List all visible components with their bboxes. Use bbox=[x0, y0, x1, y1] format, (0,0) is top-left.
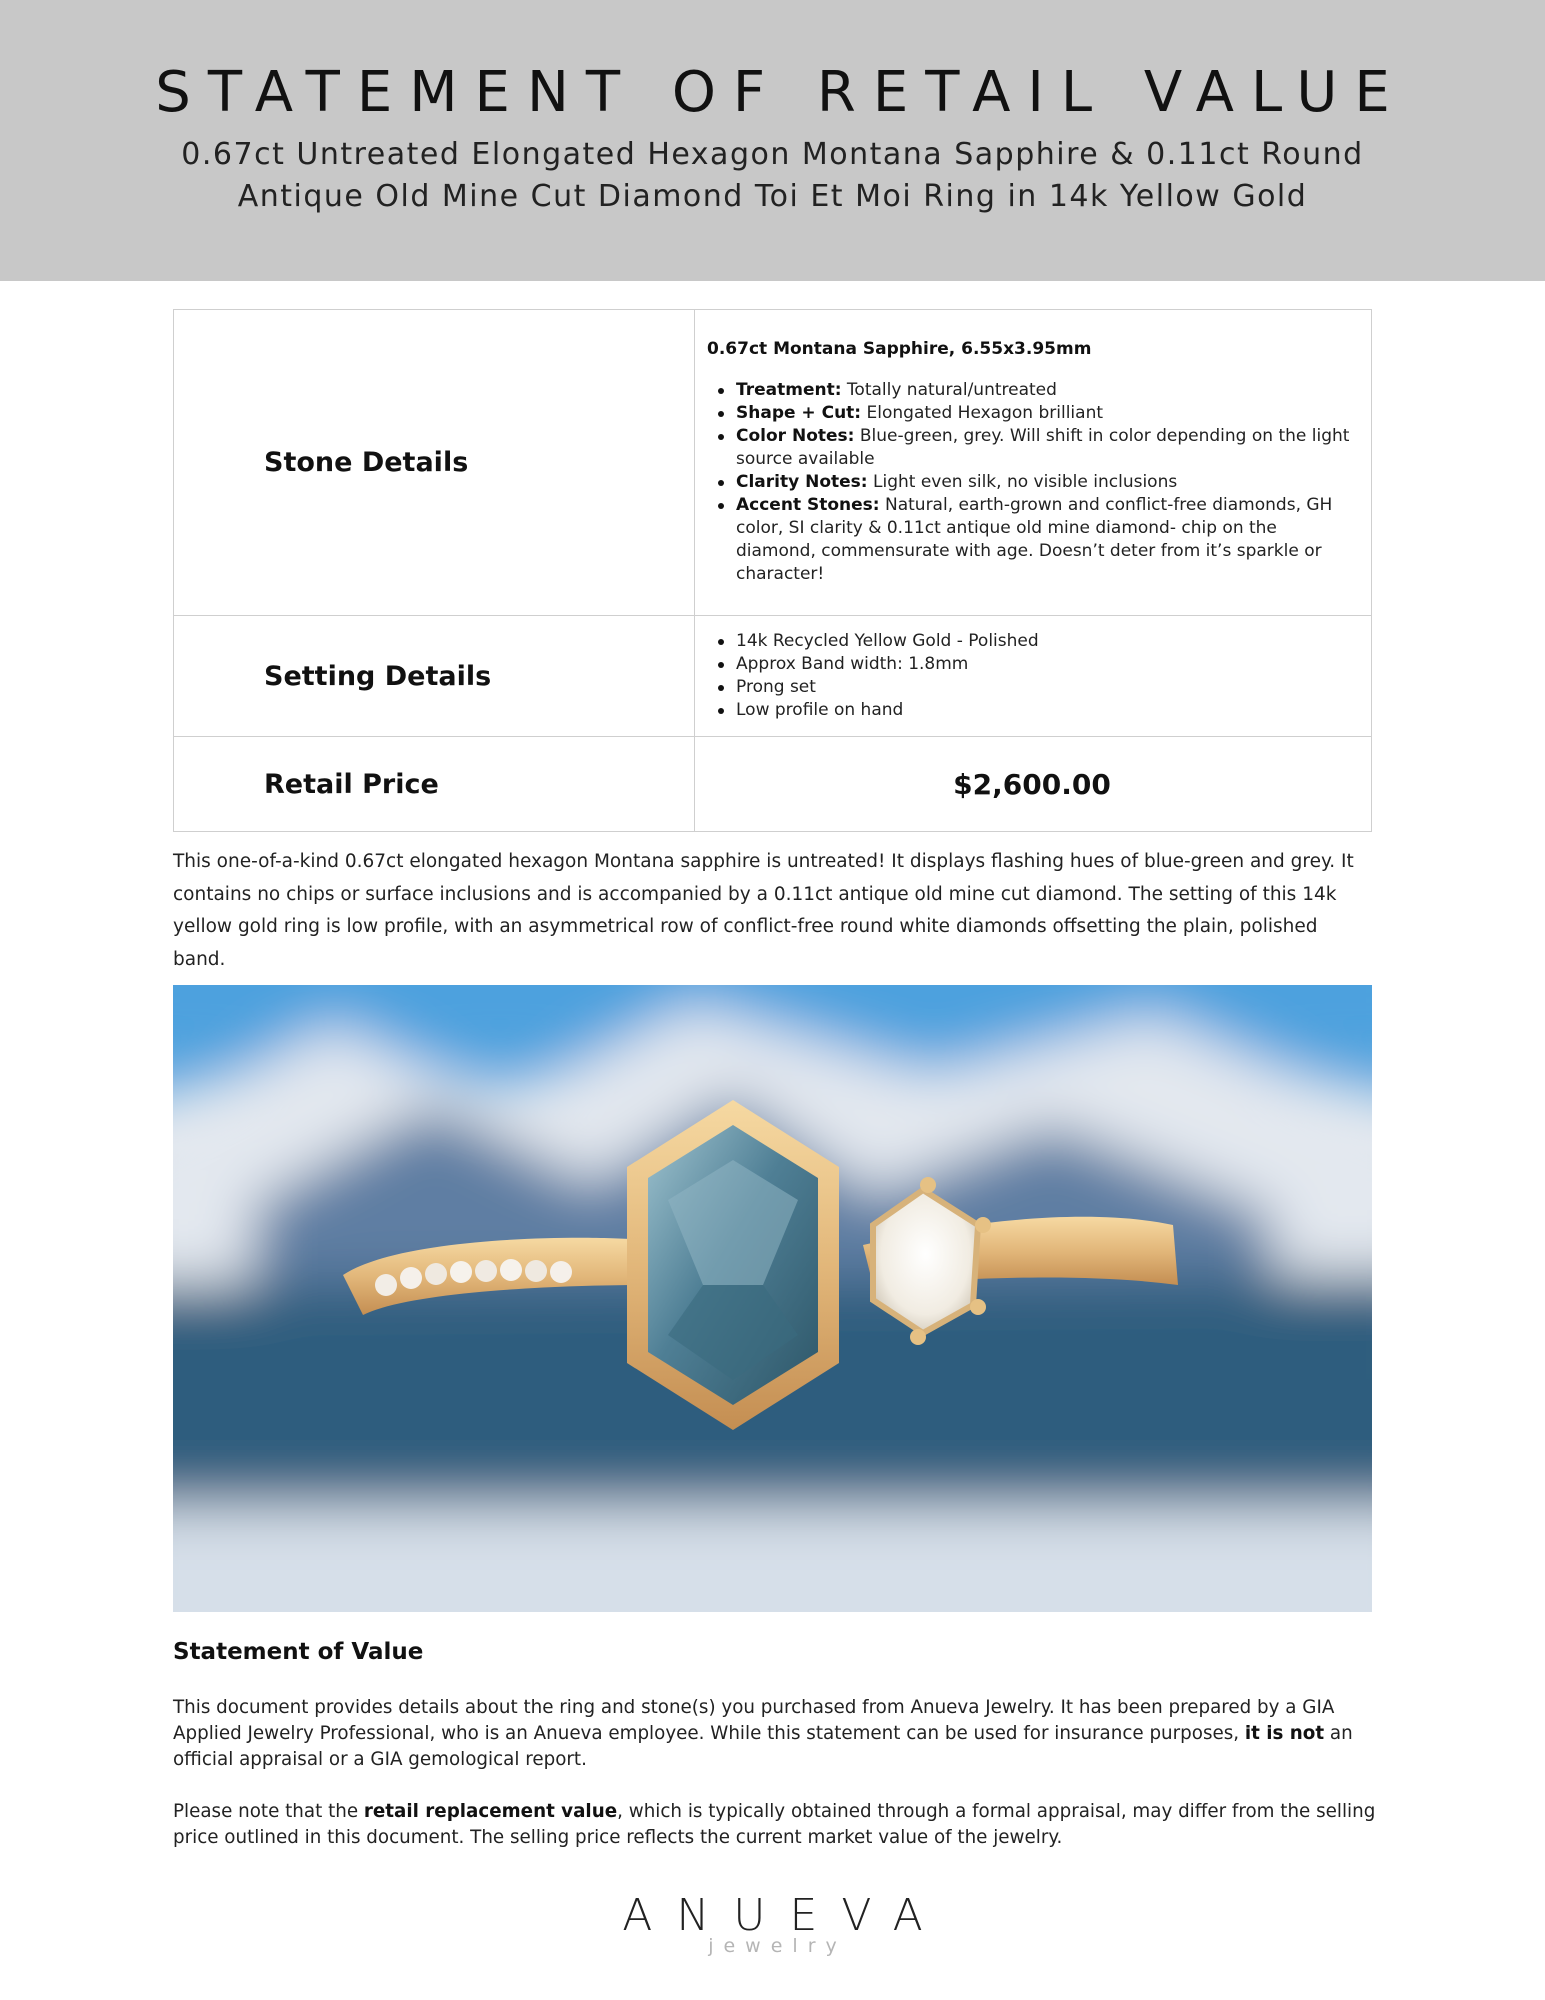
spec-key: Shape + Cut: bbox=[736, 403, 862, 423]
retail-price-label-cell bbox=[174, 737, 695, 832]
details-table bbox=[173, 309, 1372, 832]
spec-key: Clarity Notes: bbox=[736, 472, 868, 492]
product-title: 0.67ct Untreated Elongated Hexagon Montana Sapphire & 0.11ct Round Antique Old Mine Cut Diamond Toi Et Moi Ring in 14k Yellow Gold bbox=[181, 137, 1364, 214]
setting-spec-list bbox=[707, 630, 1357, 722]
prong bbox=[910, 1329, 926, 1345]
stone-spec-list bbox=[707, 379, 1357, 586]
statement-paragraph-1 bbox=[173, 1695, 1383, 1773]
stone-details-row bbox=[174, 310, 1372, 616]
old-mine-diamond bbox=[873, 1190, 978, 1333]
spec-value: Elongated Hexagon brilliant bbox=[861, 403, 1104, 423]
list-item: 14k Recycled Yellow Gold - Polished bbox=[707, 630, 1357, 653]
list-item bbox=[707, 379, 1357, 402]
spec-value: Blue-green, grey. Will shift in color depending on the light source available bbox=[736, 426, 1350, 469]
spec-key: Color Notes: bbox=[736, 426, 855, 446]
document-title: STATEMENT OF RETAIL VALUE bbox=[155, 60, 1407, 125]
logo-subtitle: jewelry bbox=[708, 1935, 847, 1957]
statement-emphasis: it is not bbox=[1244, 1723, 1325, 1744]
statement-title: Statement of Value bbox=[173, 1639, 424, 1665]
ring-photo bbox=[173, 985, 1372, 1612]
statement-paragraph-2 bbox=[173, 1799, 1383, 1851]
prong bbox=[920, 1177, 936, 1193]
retail-price-label: Retail Price bbox=[264, 768, 439, 800]
list-item bbox=[707, 425, 1357, 471]
statement-text: This document provides details about the ring and stone(s) you purchased from Anueva Jewelry. It has been prepared by a GIA Applied Jewelry Professional, who is an Anueva employee. While this statement can be used for insurance purposes, bbox=[173, 1697, 1335, 1744]
list-item: Prong set bbox=[707, 676, 1357, 699]
logo-wordmark: ANUEVA bbox=[622, 1890, 947, 1941]
list-item bbox=[707, 494, 1357, 586]
statement-text: , which is typically obtained through a formal appraisal, may differ from the selling price outlined in this document. The selling price reflects the current market value of the jewelry. bbox=[173, 1801, 1376, 1848]
statement-text: Please note that the bbox=[173, 1801, 364, 1822]
stone-details-value-cell bbox=[695, 310, 1372, 616]
stone-heading: 0.67ct Montana Sapphire, 6.55x3.95mm bbox=[707, 339, 1092, 359]
header-banner bbox=[0, 0, 1545, 281]
product-description: This one-of-a-kind 0.67ct elongated hexagon Montana sapphire is untreated! It displays flashing hues of blue-green and grey. It contains no chips or surface inclusions and is accompanied by a 0.11ct antique old mine cut diamond. The setting of this 14k yellow gold ring is low profile, with an asymmetrical row of conflict-free round white diamonds offsetting the plain, polished band. bbox=[173, 851, 1354, 970]
statement-emphasis: retail replacement value bbox=[363, 1801, 618, 1822]
list-item: Approx Band width: 1.8mm bbox=[707, 653, 1357, 676]
list-item: Low profile on hand bbox=[707, 699, 1357, 722]
spec-value: Light even silk, no visible inclusions bbox=[867, 472, 1178, 492]
retail-price-row bbox=[174, 737, 1372, 832]
stone-details-label: Stone Details bbox=[264, 447, 469, 478]
list-item bbox=[707, 402, 1357, 425]
setting-details-value-cell bbox=[695, 616, 1372, 737]
anueva-logo bbox=[0, 1890, 1545, 1957]
setting-details-row bbox=[174, 616, 1372, 737]
prong bbox=[975, 1217, 991, 1233]
ring-illustration bbox=[173, 985, 1372, 1612]
statement-text: an official appraisal or a GIA gemological report. bbox=[173, 1723, 1353, 1770]
spec-value: Natural, earth-grown and conflict-free diamonds, GH color, SI clarity & 0.11ct antique old mine diamond- chip on the diamond, commensurate with age. Doesn’t deter from it’s sparkle or character! bbox=[736, 495, 1333, 584]
retail-price-value-cell bbox=[695, 737, 1372, 832]
spec-key: Accent Stones: bbox=[736, 495, 880, 515]
setting-details-label-cell bbox=[174, 616, 695, 737]
spec-key: Treatment: bbox=[736, 380, 842, 400]
stone-details-label-cell bbox=[174, 310, 695, 616]
spec-value: Totally natural/untreated bbox=[841, 380, 1057, 400]
setting-details-label: Setting Details bbox=[264, 660, 492, 692]
retail-price-value: $2,600.00 bbox=[953, 767, 1111, 801]
prong bbox=[970, 1299, 986, 1315]
list-item bbox=[707, 471, 1357, 494]
